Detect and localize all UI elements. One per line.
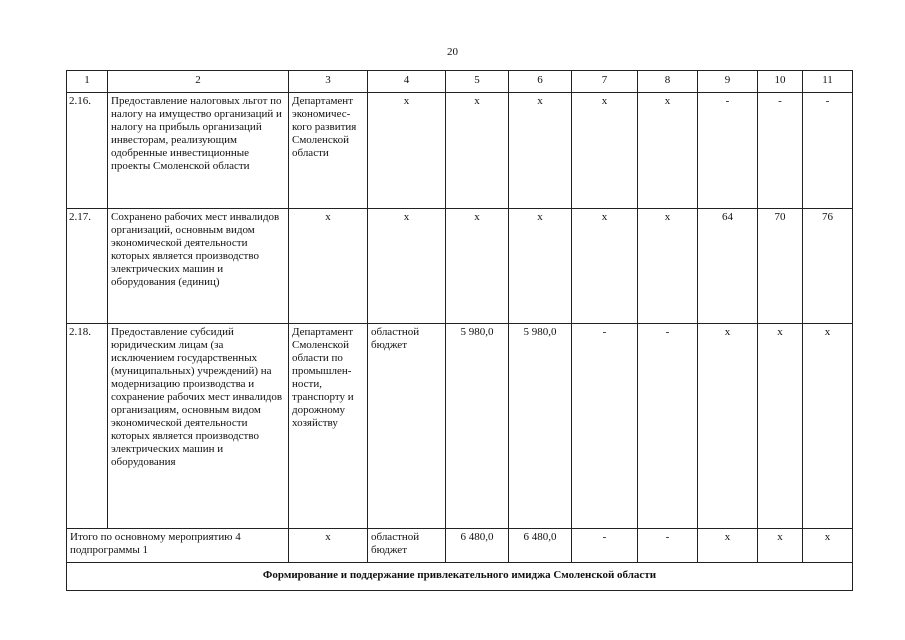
total-row	[67, 529, 853, 563]
funding-source: областной бюджет	[368, 324, 446, 529]
cell-9: x	[698, 324, 758, 529]
cell-9: 64	[698, 209, 758, 324]
cell-9: -	[698, 93, 758, 209]
cell-6: x	[509, 209, 572, 324]
cell-6: 6 480,0	[509, 529, 572, 563]
cell-5: 5 980,0	[446, 324, 509, 529]
table-row-2-17	[67, 209, 853, 324]
measure-name: Сохранено рабочих мест инвалидов организаций, основным видом экономической деятельности которых является производство электрических машин и оборудования (единиц)	[108, 209, 289, 324]
cell-5: x	[446, 209, 509, 324]
funding-source: x	[368, 209, 446, 324]
cell-8: x	[638, 93, 698, 209]
column-header: 1	[67, 71, 108, 93]
table-row-2-18	[67, 324, 853, 529]
column-header: 4	[368, 71, 446, 93]
page-number: 20	[447, 46, 458, 58]
executor: x	[289, 529, 368, 563]
measure-name: Предоставление налоговых льгот по налогу на имущество организаций и налогу на прибыль организаций инвесторам, реализующим одобренные инвестиционные проекты Смоленской области	[108, 93, 289, 209]
funding-source: x	[368, 93, 446, 209]
column-header: 8	[638, 71, 698, 93]
cell-7: x	[572, 93, 638, 209]
cell-10: x	[758, 324, 803, 529]
cell-11: x	[803, 324, 853, 529]
cell-11: -	[803, 93, 853, 209]
cell-8: -	[638, 529, 698, 563]
executor: Департамент Смоленской области по промышлен-ности, транспорту и дорожному хозяйству	[289, 324, 368, 529]
section-title: Формирование и поддержание привлекательного имиджа Смоленской области	[67, 563, 853, 591]
cell-10: x	[758, 529, 803, 563]
cell-8: x	[638, 209, 698, 324]
section-row	[67, 563, 853, 591]
cell-11: x	[803, 529, 853, 563]
funding-source: областной бюджет	[368, 529, 446, 563]
cell-9: x	[698, 529, 758, 563]
cell-7: -	[572, 529, 638, 563]
cell-5: 6 480,0	[446, 529, 509, 563]
total-label: Итого по основному мероприятию 4 подпрограммы 1	[67, 529, 289, 563]
column-header: 7	[572, 71, 638, 93]
column-header: 5	[446, 71, 509, 93]
table-row-2-16	[67, 93, 853, 209]
cell-11: 76	[803, 209, 853, 324]
column-header: 9	[698, 71, 758, 93]
column-header: 6	[509, 71, 572, 93]
column-header: 11	[803, 71, 853, 93]
cell-6: 5 980,0	[509, 324, 572, 529]
cell-7: -	[572, 324, 638, 529]
cell-6: x	[509, 93, 572, 209]
cell-10: 70	[758, 209, 803, 324]
cell-5: x	[446, 93, 509, 209]
row-number: 2.18.	[67, 324, 108, 529]
program-table	[66, 70, 853, 591]
row-number: 2.16.	[67, 93, 108, 209]
cell-8: -	[638, 324, 698, 529]
cell-7: x	[572, 209, 638, 324]
executor: x	[289, 209, 368, 324]
executor: Департамент экономичес-кого развития Смоленской области	[289, 93, 368, 209]
measure-name: Предоставление субсидий юридическим лицам (за исключением государственных (муниципальных) учреждений) на модернизацию производства и сохранение рабочих мест инвалидов организациям, основным видом экономической деятельности которых является производство электрических машин и оборудования	[108, 324, 289, 529]
column-header: 3	[289, 71, 368, 93]
column-number-row	[67, 71, 853, 93]
row-number: 2.17.	[67, 209, 108, 324]
column-header: 10	[758, 71, 803, 93]
column-header: 2	[108, 71, 289, 93]
cell-10: -	[758, 93, 803, 209]
